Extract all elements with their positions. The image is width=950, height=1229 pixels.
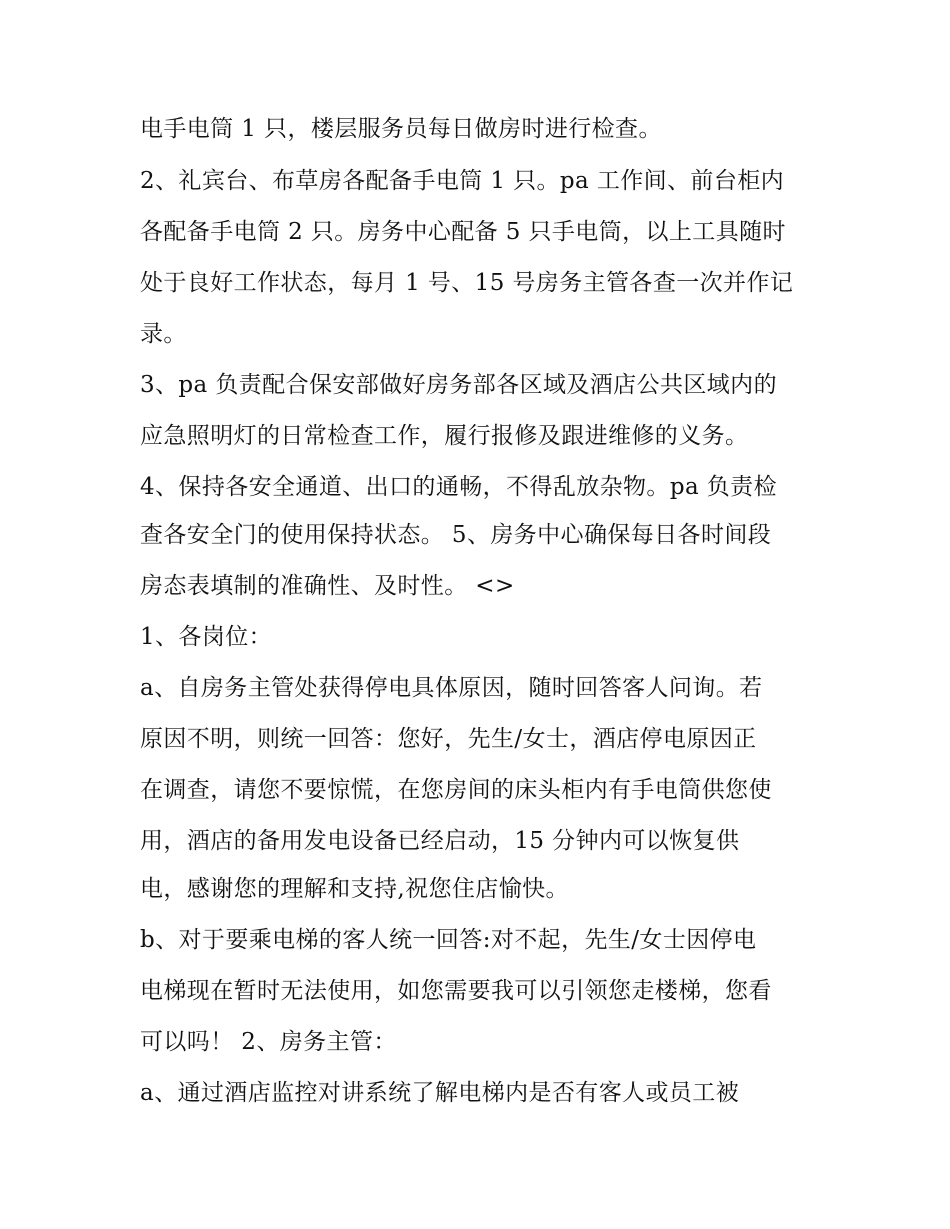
text-line: 1、各岗位： — [140, 624, 273, 650]
text-line: 查各安全门的使用保持状态。 5、房务中心确保每日各时间段 — [140, 522, 772, 548]
text-line: 用，酒店的备用发电设备已经启动，15 分钟内可以恢复供 — [140, 828, 740, 854]
text-line: 在调查，请您不要惊慌，在您房间的床头柜内有手电筒供您使 — [140, 777, 772, 803]
text-line: 原因不明，则统一回答：您好，先生/女士，酒店停电原因正 — [140, 726, 757, 752]
text-line: 房态表填制的准确性、及时性。 <> — [140, 573, 515, 599]
text-line: a、通过酒店监控对讲系统了解电梯内是否有客人或员工被 — [140, 1080, 740, 1106]
text-line: a、自房务主管处获得停电具体原因，随时回答客人问询。若 — [140, 675, 763, 701]
text-line: 各配备手电筒 2 只。房务中心配备 5 只手电筒，以上工具随时 — [140, 219, 786, 245]
text-line: 3、pa 负责配合保安部做好房务部各区域及酒店公共区域内的 — [140, 372, 777, 398]
text-line: 电手电筒 1 只，楼层服务员每日做房时进行检查。 — [140, 116, 662, 142]
text-line: 电梯现在暂时无法使用，如您需要我可以引领您走楼梯，您看 — [140, 978, 772, 1004]
text-line: 可以吗！ 2、房务主管： — [140, 1029, 397, 1055]
text-line: 处于良好工作状态，每月 1 号、15 号房务主管各查一次并作记 — [140, 270, 794, 296]
text-line: 录。 — [140, 321, 187, 347]
text-line: 电，感谢您的理解和支持,祝您住店愉快。 — [140, 876, 569, 902]
text-line: 应急照明灯的日常检查工作，履行报修及跟进维修的义务。 — [140, 423, 749, 449]
text-line: 4、保持各安全通道、出口的通畅，不得乱放杂物。pa 负责检 — [140, 474, 777, 500]
text-line: b、对于要乘电梯的客人统一回答:对不起，先生/女士因停电 — [140, 927, 757, 953]
text-line: 2、礼宾台、布草房各配备手电筒 1 只。pa 工作间、前台柜内 — [140, 168, 785, 194]
